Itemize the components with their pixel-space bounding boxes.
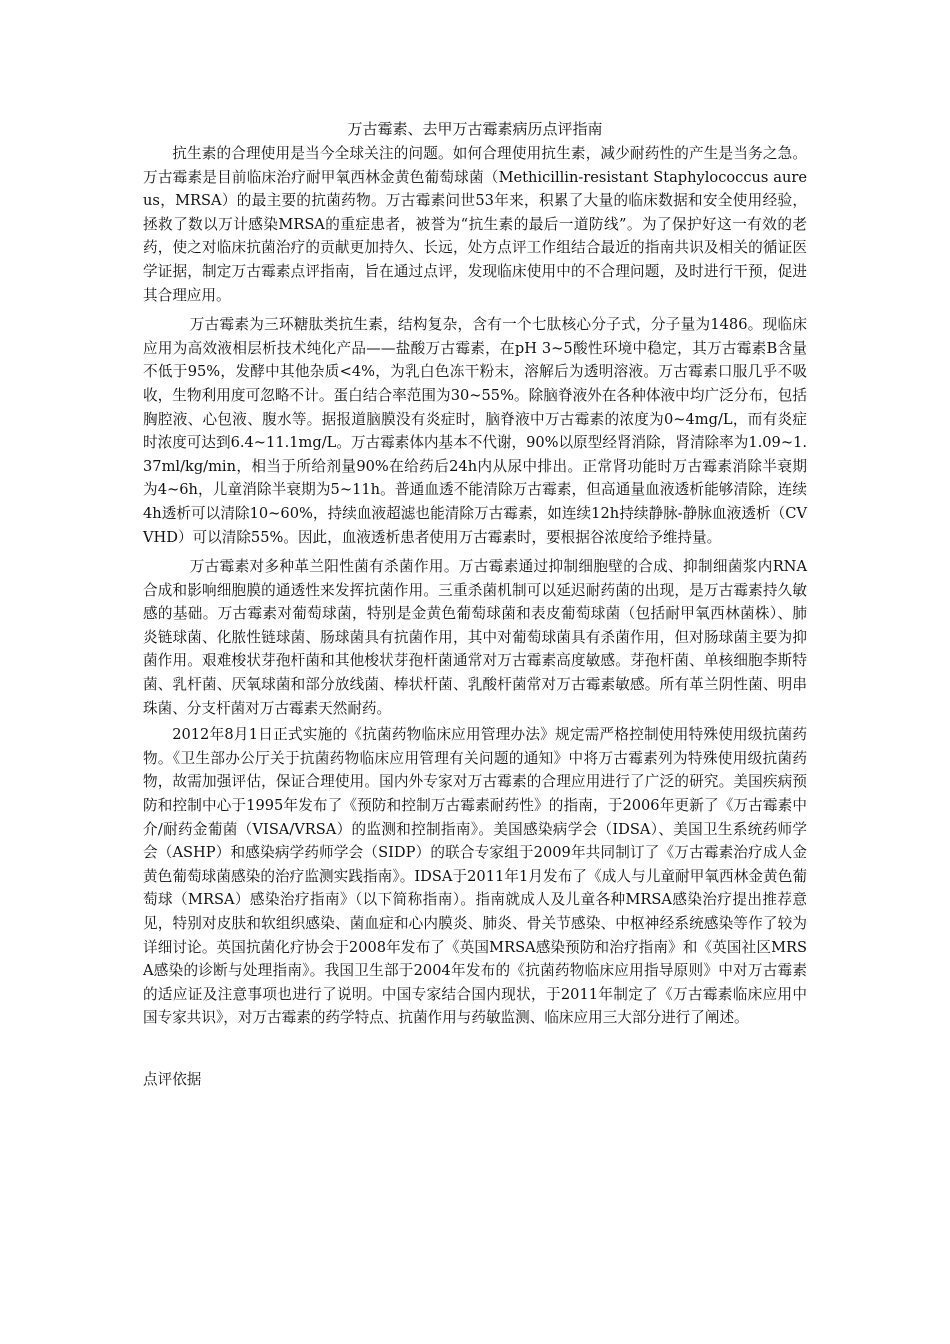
paragraph-intro: 抗生素的合理使用是当今全球关注的问题。如何合理使用抗生素，减少耐药性的产生是当务之急。万古霉素是目前临床治疗耐甲氧西林金黄色葡萄球菌（Methicillin-resistant Staphylococcus aureus，MRSA）的最主要的抗菌药物。万古霉素问世53年来，积累了大量的临床数据和安全使用经验，拯救了数以万计感染MRSA的重症患者，被誉为“抗生素的最后一道防线”。为了保护好这一有效的老药，使之对临床抗菌治疗的贡献更加持久、长远，处方点评工作组结合最近的指南共识及相关的循证医学证据，制定万古霉素点评指南，旨在通过点评，发现临床使用中的不合理问题，及时进行干预，促进其合理应用。 [143,145,807,304]
paragraph-antibacterial-action: 万古霉素对多种革兰阳性菌有杀菌作用。万古霉素通过抑制细胞壁的合成、抑制细菌浆内RNA合成和影响细胞膜的通透性来发挥抗菌作用。三重杀菌机制可以延迟耐药菌的出现，是万古霉素持久敏感的基础。万古霉素对葡萄球菌，特别是金黄色葡萄球菌和表皮葡萄球菌（包括耐甲氧西林菌株）、肺炎链球菌、化脓性链球菌、肠球菌具有抗菌作用，其中对葡萄球菌具有杀菌作用，但对肠球菌主要为抑菌作用。艰难梭状芽孢杆菌和其他梭状芽孢杆菌通常对万古霉素高度敏感。芽孢杆菌、单核细胞李斯特菌、乳杆菌、厌氧球菌和部分放线菌、棒状杆菌、乳酸杆菌常对万古霉素敏感。所有革兰阴性菌、明串珠菌、分支杆菌对万古霉素天然耐药。 [143,558,807,717]
document-page [143,116,807,1092]
document-title: 万古霉素、去甲万古霉素病历点评指南 [347,120,603,138]
section-heading-review-basis: 点评依据 [143,1070,202,1088]
paragraph-guidelines: 2012年8月1日正式实施的《抗菌药物临床应用管理办法》规定需严格控制使用特殊使用级抗菌药物。《卫生部办公厅关于抗菌药物临床应用管理有关问题的通知》中将万古霉素列为特殊使用级抗菌药物，故需加强评估，保证合理使用。国内外专家对万古霉素的合理应用进行了广泛的研究。美国疾病预防和控制中心于1995年发布了《预防和控制万古霉素耐药性》的指南，于2006年更新了《万古霉素中介/耐药金葡菌（VISA/VRSA）的监测和控制指南》。美国感染病学会（IDSA）、美国卫生系统药师学会（ASHP）和感染病学药师学会（SIDP）的联合专家组于2009年共同制订了《万古霉素治疗成人金黄色葡萄球菌感染的治疗监测实践指南》。IDSA于2011年1月发布了《成人与儿童耐甲氧西林金黄色葡萄球（MRSA）感染治疗指南》（以下简称指南）。指南就成人及儿童各种MRSA感染治疗提出推荐意见，特别对皮肤和软组织感染、菌血症和心内膜炎、肺炎、骨关节感染、中枢神经系统感染等作了较为详细讨论。英国抗菌化疗协会于2008年发布了《英国MRSA感染预防和治疗指南》和《英国社区MRSA感染的诊断与处理指南》。我国卫生部于2004年发布的《抗菌药物临床应用指导原则》中对万古霉素的适应证及注意事项也进行了说明。中国专家结合国内现状，于2011年制定了《万古霉素临床应用中国专家共识》，对万古霉素的药学特点、抗菌作用与药敏监测、临床应用三大部分进行了阐述。 [143,726,807,1027]
paragraph-pharmacology: 万古霉素为三环糖肽类抗生素，结构复杂，含有一个七肽核心分子式，分子量为1486。现临床应用为高效液相层析技术纯化产品——盐酸万古霉素，在pH 3~5酸性环境中稳定，其万古霉素B含量不低于95%，发酵中其他杂质<4%，为乳白色冻干粉末，溶解后为透明溶液。万古霉素口服几乎不吸收，生物利用度可忽略不计。蛋白结合率范围为30~55%。除脑脊液外在各种体液中均广泛分布，包括胸腔液、心包液、腹水等。据报道脑膜没有炎症时，脑脊液中万古霉素的浓度为0~4mg/L，而有炎症时浓度可达到6.4~11.1mg/L。万古霉素体内基本不代谢，90%以原型经肾消除，肾清除率为1.09~1.37ml/kg/min，相当于所给剂量90%在给药后24h内从尿中排出。正常肾功能时万古霉素消除半衰期为4~6h，儿童消除半衰期为5~11h。普通血透不能清除万古霉素，但高通量血液透析能够清除，连续4h透析可以清除10~60%，持续血液超滤也能清除万古霉素，如连续12h持续静脉-静脉血液透析（CVVHD）可以清除55%。因此，血液透析患者使用万古霉素时，要根据谷浓度给予维持量。 [143,316,807,546]
